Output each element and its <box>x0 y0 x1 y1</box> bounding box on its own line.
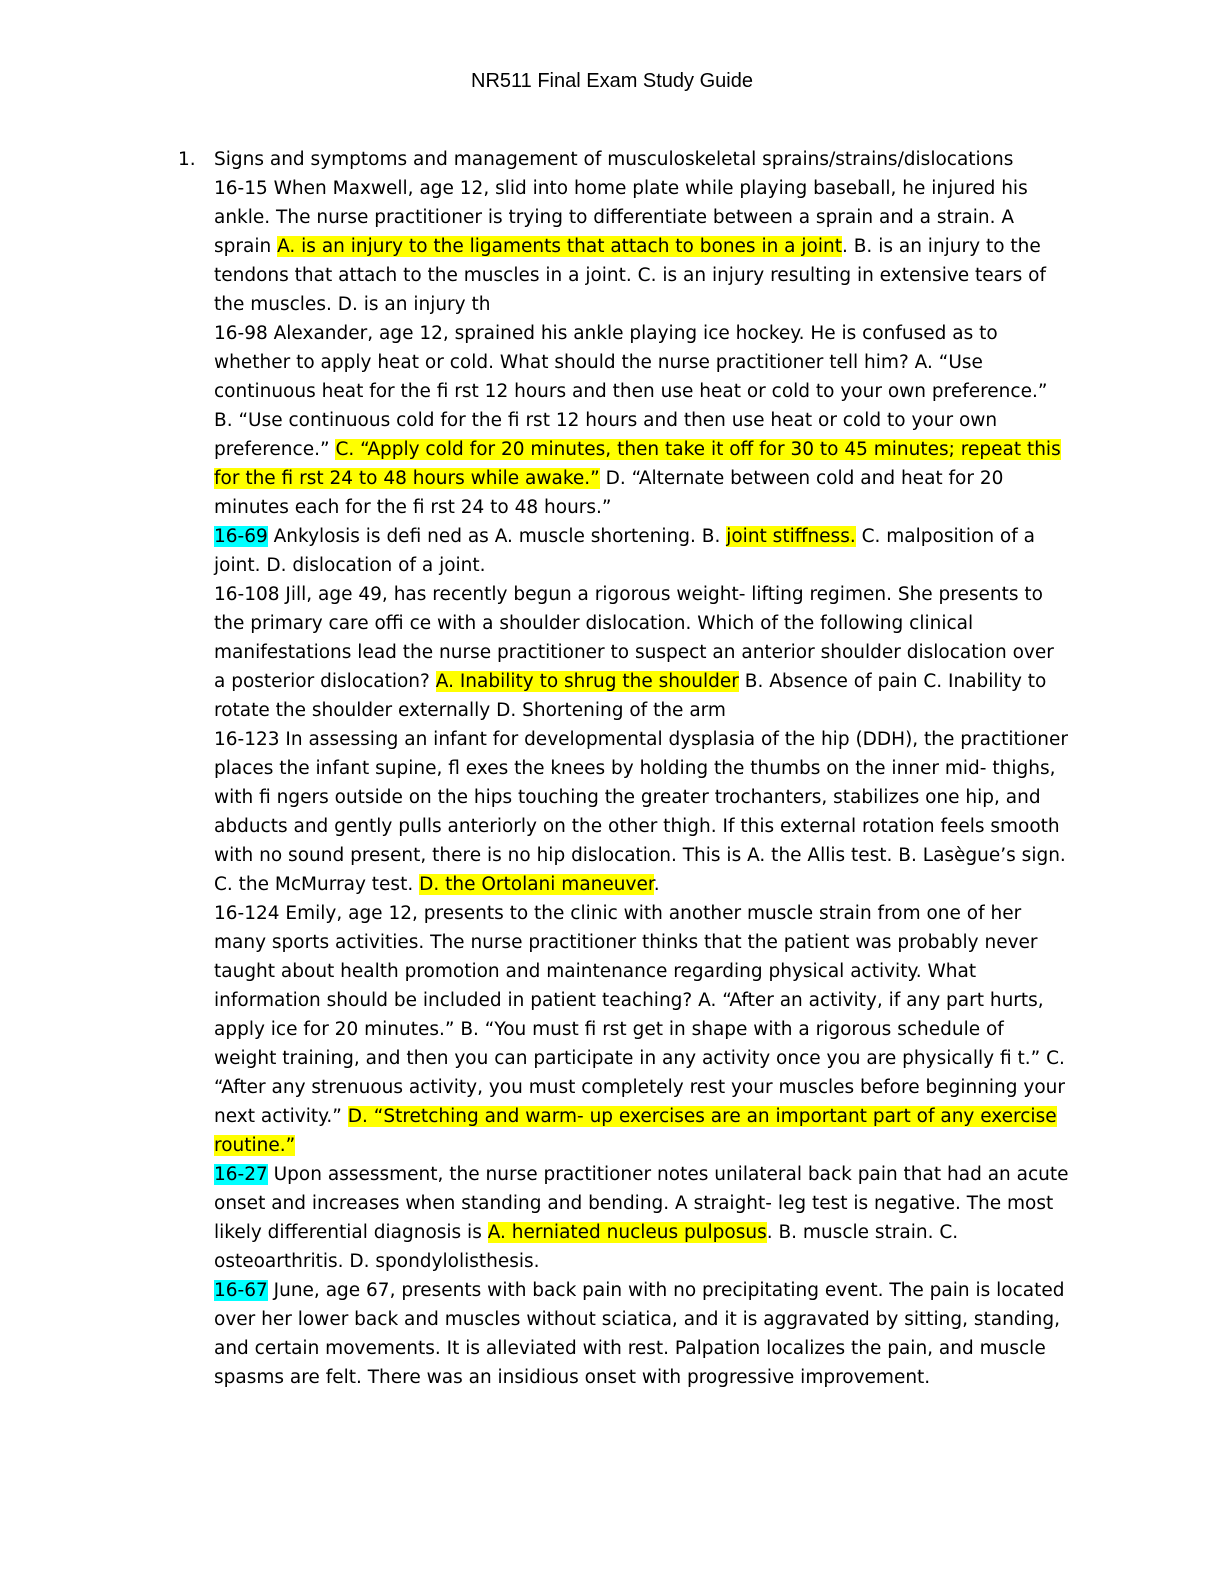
question-text: Upon assessment, the nurse practitioner notes unilateral back pain that had an acute onset and increases when standing and bending. A straight- leg test is negative. The most likely differential diagnosis is <box>214 1164 1069 1243</box>
highlighted-answer: A. is an injury to the ligaments that attach to bones in a joint <box>277 236 842 257</box>
question-text: 16-108 Jill, age 49, has recently begun a rigorous weight- lifting regimen. She presents to the primary care offi ce with a shoulder dislocation. Which of the following clinical manifestations lead the nurse practitioner to suspect an anterior shoulder dislocation over a posterior dislocation? <box>214 584 1054 692</box>
highlighted-answer: A. Inability to shrug the shoulder <box>435 671 739 692</box>
highlighted-answer: C. “Apply cold for 20 minutes, then take it off for 30 to 45 minutes; repeat this for the fi rst 24 to 48 hours while awake.” <box>214 439 1061 489</box>
question-text: Ankylosis is defi ned as A. muscle shortening. B. <box>267 526 727 547</box>
highlighted-question-id: 16-69 <box>214 526 268 547</box>
question-block <box>214 522 1070 580</box>
highlighted-answer: joint stiffness. <box>726 526 856 547</box>
question-text: 16-98 Alexander, age 12, sprained his ankle playing ice hockey. He is confused as to whether to apply heat or cold. What should the nurse practitioner tell him? A. “Use continuous heat for the fi rst 12 hours and then use heat or cold to your own preference.” B. “Use continuous cold for the fi rst 12 hours and then use heat or cold to your own preference.” <box>214 323 1048 460</box>
list-number: 1. <box>178 149 196 170</box>
question-text: . B. muscle strain. C. osteoarthritis. D. spondylolisthesis. <box>214 1222 959 1272</box>
question-block <box>214 174 1070 319</box>
highlighted-answer: A. herniated nucleus pulposus <box>487 1222 767 1243</box>
highlighted-answer: D. “Stretching and warm- up exercises are an important part of any exercise routine.” <box>214 1106 1057 1156</box>
question-text: . B. is an injury to the tendons that attach to the muscles in a joint. C. is an injury resulting in extensive tears of the muscles. D. is an injury th <box>214 236 1046 315</box>
page-title: NR511 Final Exam Study Guide <box>471 70 753 92</box>
question-text: 16-123 In assessing an infant for developmental dysplasia of the hip (DDH), the practitioner places the infant supine, fl exes the knees by holding the thumbs on the inner mid- thighs, with fi ngers outside on the hips touching the greater trochanters, stabilizes one hip, and abducts and gently pulls anteriorly on the other thigh. If this external rotation feels smooth with no sound present, there is no hip dislocation. This is A. the Allis test. B. Lasègue’s sign. C. the McMurray test. <box>214 729 1068 895</box>
section-heading: Signs and symptoms and management of musculoskeletal sprains/strains/dislocations <box>214 149 1014 170</box>
question-text: 16-124 Emily, age 12, presents to the clinic with another muscle strain from one of her many sports activities. The nurse practitioner thinks that the patient was probably never taught about health promotion and maintenance regarding physical activity. What information should be included in patient teaching? A. “After an activity, if any part hurts, apply ice for 20 minutes.” B. “You must fi rst get in shape with a rigorous schedule of weight training, and then you can participate in any activity once you are physically fi t.” C. “After any strenuous activity, you must completely rest your muscles before beginning your next activity.” <box>214 903 1065 1127</box>
question-block <box>214 725 1070 899</box>
question-text: . <box>653 874 660 895</box>
question-text: D. “Alternate between cold and heat for 20 minutes each for the fi rst 24 to 48 hours.” <box>214 468 1004 518</box>
question-block <box>214 580 1070 725</box>
question-block <box>214 1276 1070 1392</box>
highlighted-answer: D. the Ortolani maneuver <box>419 874 654 895</box>
question-text: B. Absence of pain C. Inability to rotate the shoulder externally D. Shortening of the arm <box>214 671 1047 721</box>
highlighted-question-id: 16-67 <box>214 1280 268 1301</box>
highlighted-question-id: 16-27 <box>214 1164 268 1185</box>
question-block <box>214 1160 1070 1276</box>
question-block <box>214 899 1070 1160</box>
question-text: 16-15 When Maxwell, age 12, slid into home plate while playing baseball, he injured his ankle. The nurse practitioner is trying to differentiate between a sprain and a strain. A sprain <box>214 178 1028 257</box>
question-text: C. malposition of a joint. D. dislocation of a joint. <box>214 526 1035 576</box>
study-guide-content <box>214 145 1070 1392</box>
question-text: June, age 67, presents with back pain with no precipitating event. The pain is located over her lower back and muscles without sciatica, and it is aggravated by sitting, standing, and certain movements. It is alleviated with rest. Palpation localizes the pain, and muscle spasms are felt. There was an insidious onset with progressive improvement. <box>214 1280 1065 1388</box>
question-block <box>214 319 1070 522</box>
